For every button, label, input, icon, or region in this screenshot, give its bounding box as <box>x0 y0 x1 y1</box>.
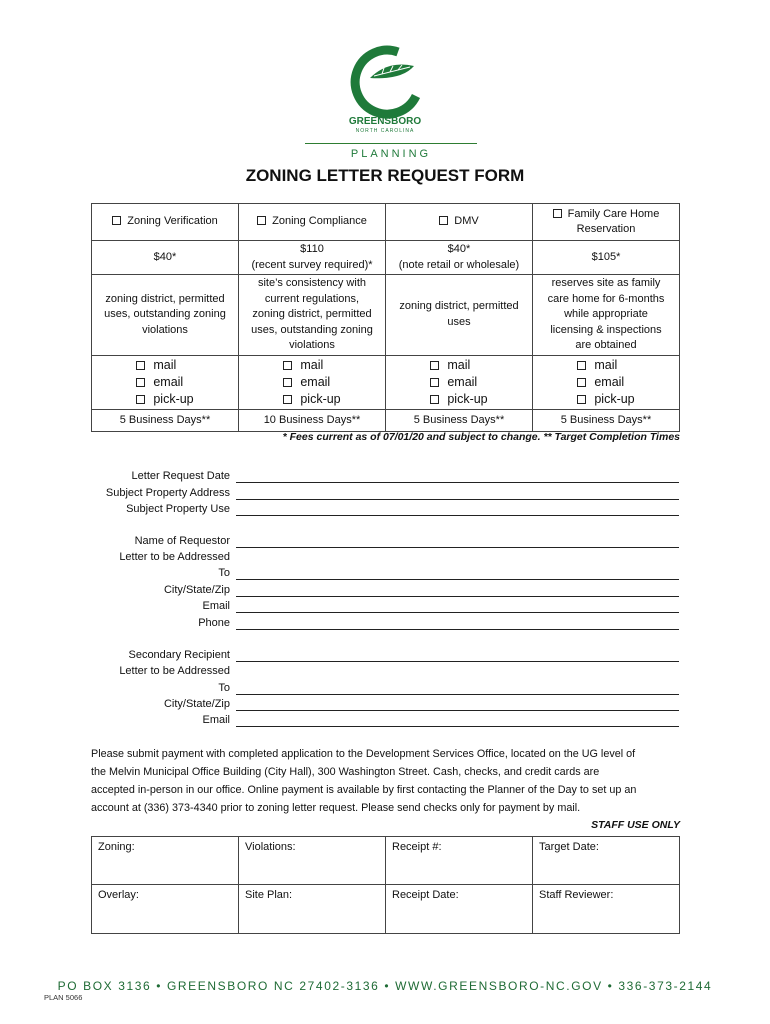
logo-ring <box>355 50 416 114</box>
checkbox[interactable] <box>577 361 586 370</box>
staff-field-target-date: Target Date: <box>533 837 680 885</box>
field-email[interactable]: Email <box>60 598 680 614</box>
delivery-option-mail[interactable]: mail <box>430 357 487 374</box>
field-secondary-email[interactable]: Email <box>60 712 680 728</box>
checkbox[interactable] <box>136 361 145 370</box>
form-code: PLAN 5066 <box>44 993 83 1002</box>
delivery-option-email[interactable]: email <box>136 374 193 391</box>
fee-table <box>91 203 680 432</box>
option-zoning-compliance[interactable]: Zoning Compliance <box>239 204 386 241</box>
checkbox[interactable] <box>283 395 292 404</box>
delivery-option-pickup[interactable]: pick-up <box>136 391 193 408</box>
fee-cell: $40* <box>92 241 239 275</box>
staff-field-zoning: Zoning: <box>92 837 239 885</box>
staff-use-table <box>91 836 680 934</box>
staff-field-staff-reviewer: Staff Reviewer: <box>533 885 680 934</box>
checkbox[interactable] <box>257 216 266 225</box>
delivery-option-mail[interactable]: mail <box>577 357 634 374</box>
field-subject-property-address[interactable]: Subject Property Address <box>60 485 680 501</box>
footer-contact: PO BOX 3136 • GREENSBORO NC 27402-3136 • WWW.GREENSBORO-NC.GOV • 336-373-2144 <box>57 979 713 993</box>
staff-use-label: STAFF USE ONLY <box>591 819 680 831</box>
checkbox[interactable] <box>283 378 292 387</box>
delivery-cell <box>239 355 386 410</box>
label-letter-to-be-addressed: Letter to be Addressed <box>119 551 230 563</box>
timeline-cell: 10 Business Days** <box>239 410 386 432</box>
field-letter-request-date[interactable]: Letter Request Date <box>60 468 680 484</box>
checkbox[interactable] <box>577 395 586 404</box>
checkbox[interactable] <box>430 361 439 370</box>
checkbox[interactable] <box>577 378 586 387</box>
delivery-option-pickup[interactable]: pick-up <box>430 391 487 408</box>
description-cell: zoning district, permitted uses <box>386 275 533 356</box>
checkbox[interactable] <box>439 216 448 225</box>
field-secondary-city-state-zip[interactable]: City/State/Zip <box>60 696 680 712</box>
staff-field-site-plan: Site Plan: <box>239 885 386 934</box>
delivery-option-mail[interactable]: mail <box>136 357 193 374</box>
staff-field-violations: Violations: <box>239 837 386 885</box>
description-cell: zoning district, permitted uses, outstanding zoning violations <box>92 275 239 356</box>
leaf-icon <box>370 65 414 79</box>
delivery-option-email[interactable]: email <box>283 374 340 391</box>
fee-cell: $105* <box>533 241 680 275</box>
greensboro-logo <box>330 38 440 138</box>
payment-instructions: Please submit payment with completed application to the Development Services Office, located on the UG level of the Melvin Municipal Office Building (City Hall), 300 Washington Street. Cash, checks, and credit cards are accepted in-person in our office. Online payment is available by first contacting the Planner of the Day to set up an account at (336) 373-4340 prior to zoning letter request. Please send checks only for payment by mail. <box>91 748 637 814</box>
form-title: ZONING LETTER REQUEST FORM <box>245 166 525 185</box>
checkbox[interactable] <box>430 395 439 404</box>
delivery-option-pickup[interactable]: pick-up <box>577 391 634 408</box>
field-secondary-letter-to[interactable]: To <box>60 680 680 696</box>
timeline-cell: 5 Business Days** <box>533 410 680 432</box>
checkbox[interactable] <box>553 209 562 218</box>
logo-city: GREENSBORO <box>348 116 422 127</box>
checkbox[interactable] <box>136 395 145 404</box>
delivery-option-pickup[interactable]: pick-up <box>283 391 340 408</box>
staff-field-receipt-number: Receipt #: <box>386 837 533 885</box>
logo-divider <box>305 143 477 144</box>
option-family-care-home[interactable]: Family Care Home Reservation <box>533 204 680 241</box>
logo-state: NORTH CAROLINA <box>355 128 415 134</box>
description-cell: reserves site as family care home for 6-months while appropriate licensing & inspections are obtained <box>533 275 680 356</box>
checkbox[interactable] <box>112 216 121 225</box>
delivery-cell <box>386 355 533 410</box>
timeline-cell: 5 Business Days** <box>386 410 533 432</box>
delivery-option-mail[interactable]: mail <box>283 357 340 374</box>
field-letter-to[interactable]: To <box>60 565 680 581</box>
delivery-cell <box>92 355 239 410</box>
option-zoning-verification[interactable]: Zoning Verification <box>92 204 239 241</box>
label-secondary-letter-to-be-addressed: Letter to be Addressed <box>119 665 230 677</box>
timeline-cell: 5 Business Days** <box>92 410 239 432</box>
fees-note: * Fees current as of 07/01/20 and subject to change. ** Target Completion Times <box>282 431 680 443</box>
fee-cell: $40* (note retail or wholesale) <box>386 241 533 275</box>
field-subject-property-use[interactable]: Subject Property Use <box>60 501 680 517</box>
description-cell: site’s consistency with current regulations, zoning district, permitted uses, outstanding zoning violations <box>239 275 386 356</box>
field-name-of-requestor[interactable]: Name of Requestor <box>60 533 680 549</box>
field-city-state-zip[interactable]: City/State/Zip <box>60 582 680 598</box>
department-name: PLANNING <box>350 148 432 160</box>
checkbox[interactable] <box>430 378 439 387</box>
field-phone[interactable]: Phone <box>60 615 680 631</box>
option-dmv[interactable]: DMV <box>386 204 533 241</box>
staff-field-receipt-date: Receipt Date: <box>386 885 533 934</box>
checkbox[interactable] <box>136 378 145 387</box>
checkbox[interactable] <box>283 361 292 370</box>
delivery-cell <box>533 355 680 410</box>
field-secondary-recipient[interactable]: Secondary Recipient <box>60 647 680 663</box>
delivery-option-email[interactable]: email <box>577 374 634 391</box>
delivery-option-email[interactable]: email <box>430 374 487 391</box>
staff-field-overlay: Overlay: <box>92 885 239 934</box>
fee-cell: $110 (recent survey required)* <box>239 241 386 275</box>
